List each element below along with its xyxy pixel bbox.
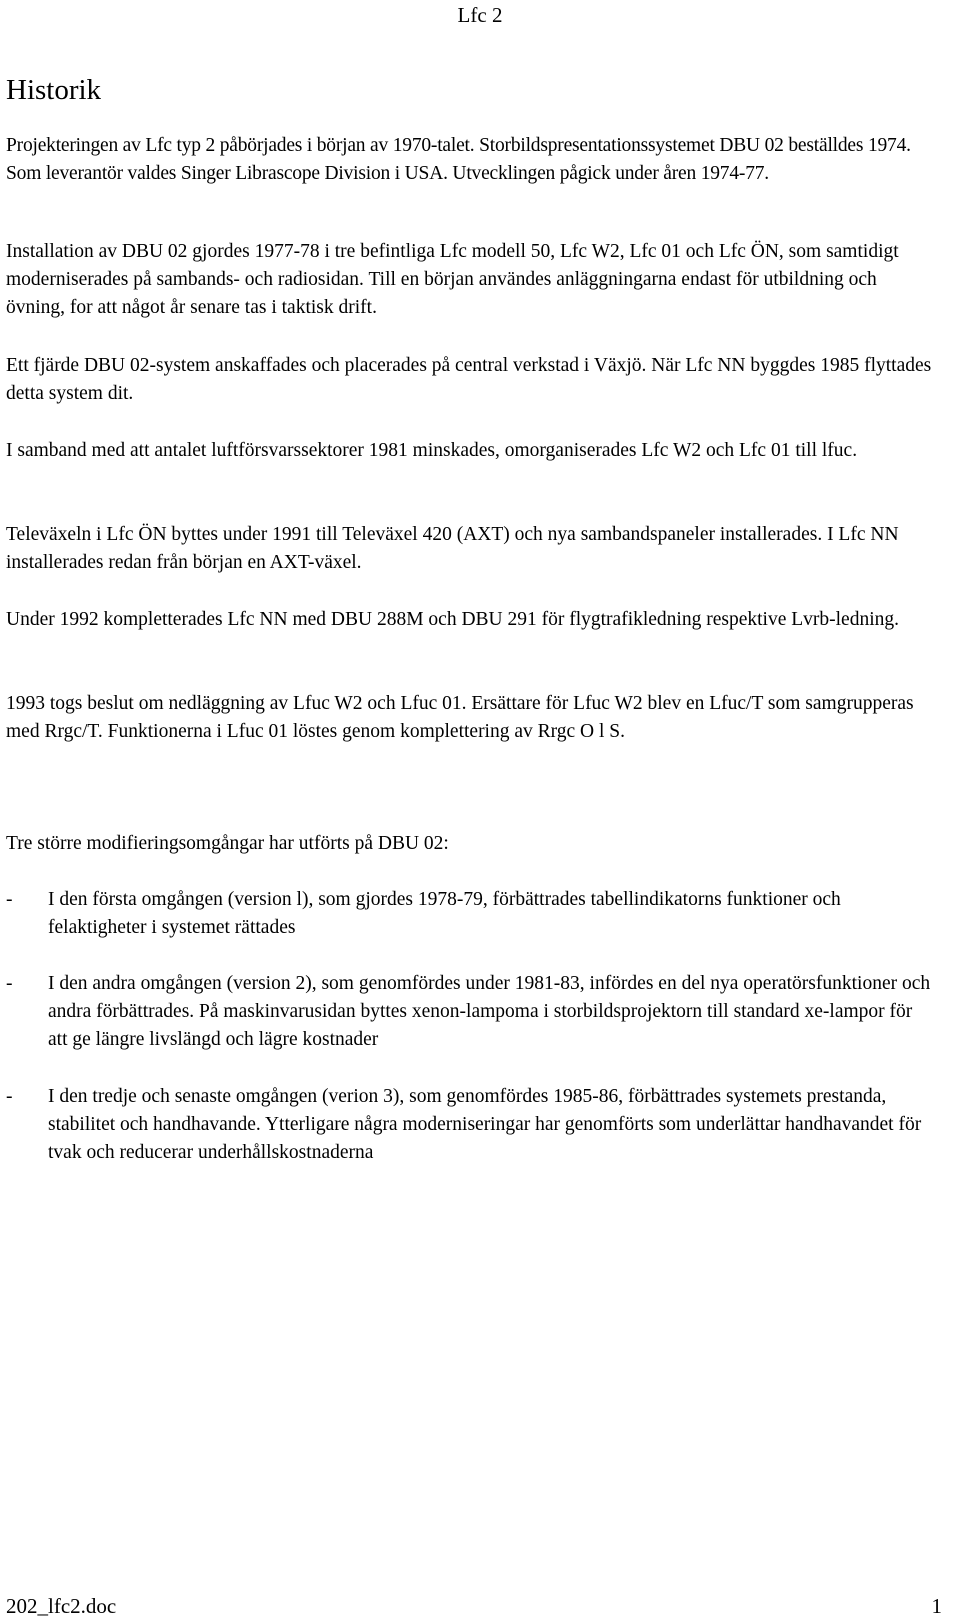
list-item-text: I den första omgången (version l), som gjordes 1978-79, förbättrades tabellindikatorns funktioner och felaktigheter i systemet rättades: [48, 889, 841, 938]
paragraph-televaxel: Televäxeln i Lfc ÖN byttes under 1991 till Televäxel 420 (AXT) och nya sambandspaneler installerades. I Lfc NN installerades redan från början en AXT-växel.: [6, 524, 899, 573]
paragraph-fjarde-system: Ett fjärde DBU 02-system anskaffades och placerades på central verkstad i Växjö. När Lfc NN byggdes 1985 flyttades detta system dit.: [6, 355, 932, 404]
paragraph-projektering: Projekteringen av Lfc typ 2 påbörjades i början av 1970-talet. Storbildspresentationssystemet DBU 02 beställdes 1974. Som leverantör valdes Singer Librascope Division i USA. Utvecklingen pågick under åren 1974-77.: [6, 135, 911, 184]
paragraph-komplettering-1992: Under 1992 kompletterades Lfc NN med DBU 288M och DBU 291 för flygtrafikledning respektive Lvrb-ledning.: [6, 609, 900, 630]
list-item-text: I den tredje och senaste omgången (verion 3), som genomfördes 1985-86, förbättrades systemets prestanda, stabilitet och handhavande. Ytterligare några moderniseringar har genomförts som underlättar handhavandet för tvak och reducerar underhållskostnaderna: [48, 1086, 922, 1163]
bullet-dash: -: [6, 1086, 13, 1107]
paragraph-modifieringar-intro: Tre större modifieringsomgångar har utförts på DBU 02:: [6, 833, 449, 854]
footer-filename: 202_lfc2.doc: [6, 1594, 117, 1618]
page-header-title: Lfc 2: [457, 3, 503, 27]
list-item-version-3: [6, 1083, 936, 1167]
paragraph-omorganisering: I samband med att antalet luftförsvarssektorer 1981 minskades, omorganiserades Lfc W2 och Lfc 01 till lfuc.: [6, 440, 858, 461]
list-item-text: I den andra omgången (version 2), som genomfördes under 1981-83, infördes en del nya operatörsfunktioner och andra förbättrades. På maskinvarusidan byttes xenon-lampoma i storbildsprojektorn till standard xe-lampor för att ge längre livslängd och lägre kostnader: [48, 973, 931, 1050]
bullet-dash: -: [6, 973, 13, 994]
paragraph-installation: Installation av DBU 02 gjordes 1977-78 i tre befintliga Lfc modell 50, Lfc W2, Lfc 01 och Lfc ÖN, som samtidigt moderniserades på sambands- och radiosidan. Till en början användes anläggningarna endast för utbildning och övning, for att något år senare tas i taktisk drift.: [6, 241, 899, 318]
list-item-version-2: [6, 970, 936, 1054]
section-heading: Historik: [6, 74, 102, 106]
paragraph-nedlaggning-1993: 1993 togs beslut om nedläggning av Lfuc W2 och Lfuc 01. Ersättare för Lfuc W2 blev en Lfuc/T som samgrupperas med Rrgc/T. Funktionerna i Lfuc 01 löstes genom komplettering av Rrgc O l S.: [6, 693, 914, 742]
list-item-version-1: [6, 886, 936, 942]
bullet-dash: -: [6, 889, 13, 910]
footer-page-number: 1: [931, 1594, 942, 1618]
